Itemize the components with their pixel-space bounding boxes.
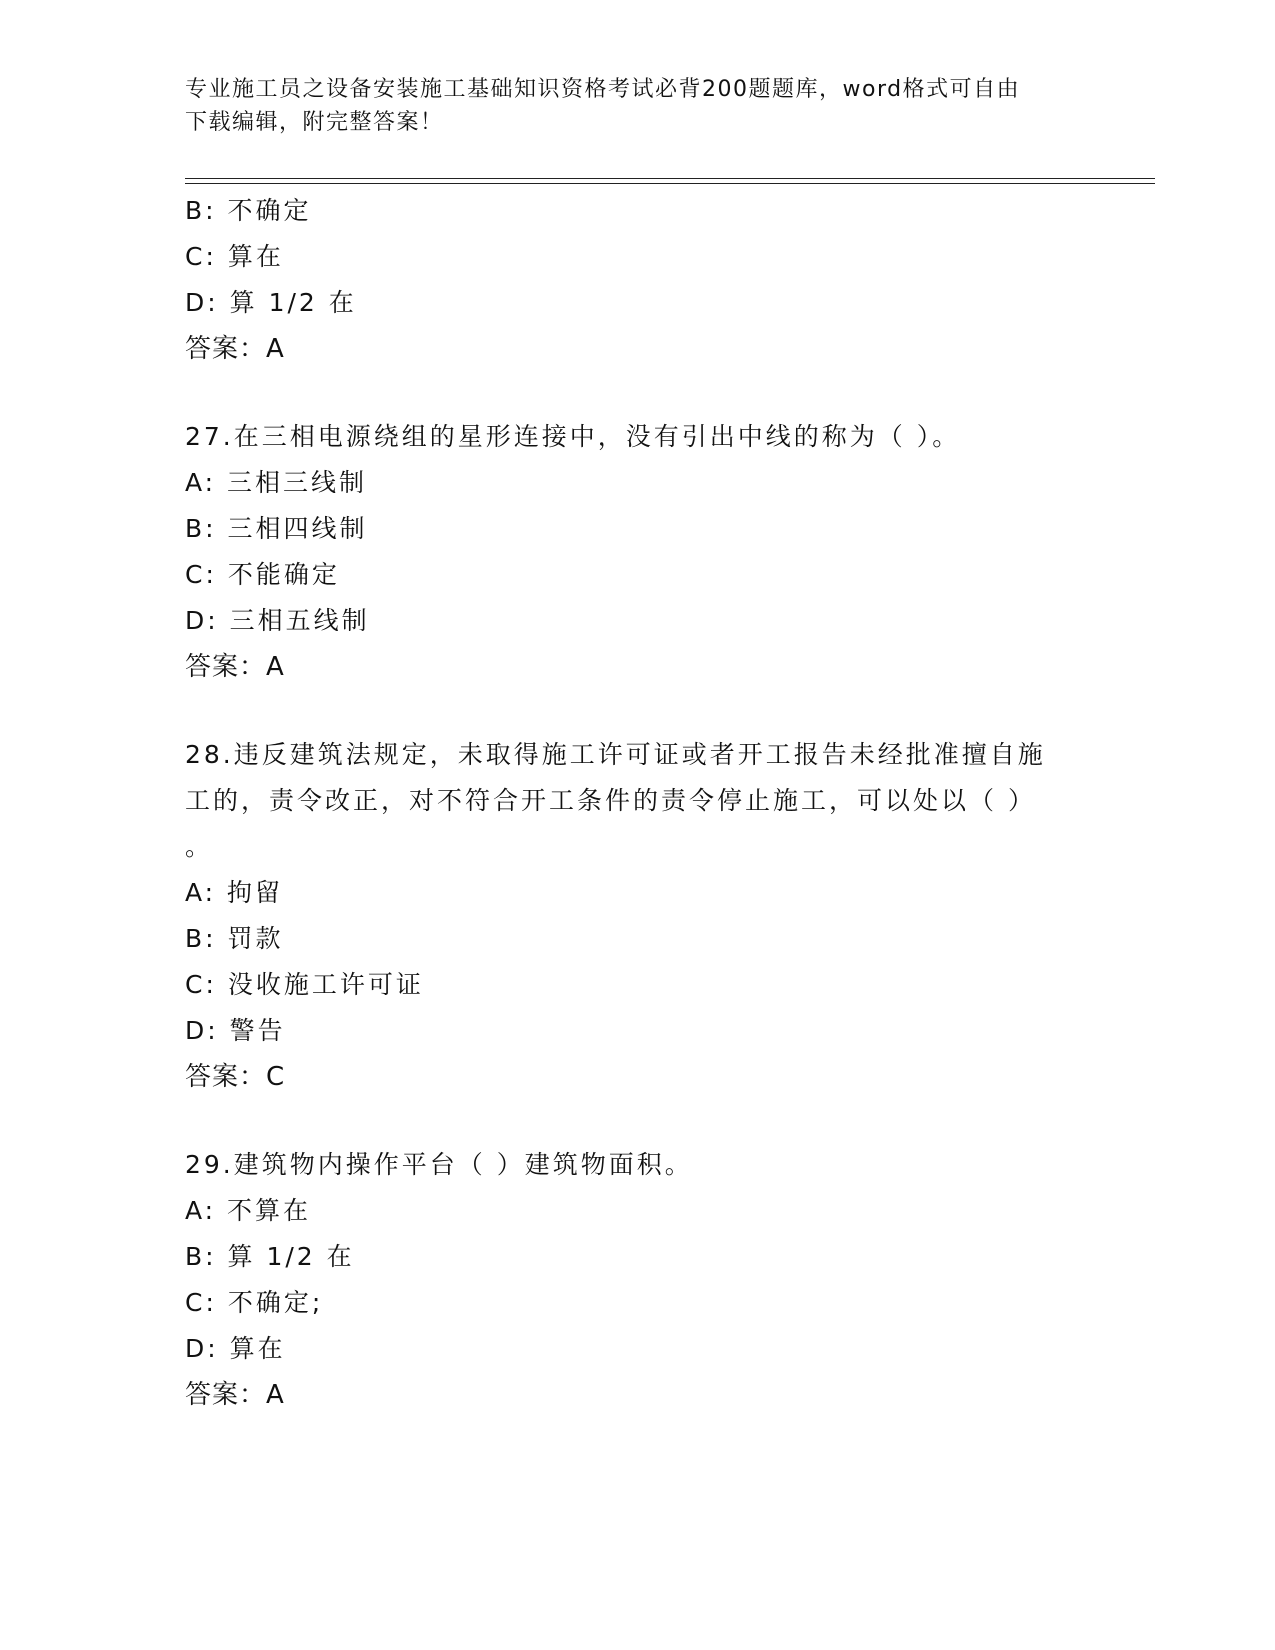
header-divider-top (185, 178, 1155, 179)
option-a: A: 拘留 (185, 878, 284, 907)
question-text-line-2: 工的，责令改正，对不符合开工条件的责令停止施工，可以处以（ ） (185, 786, 1036, 815)
option-b: B: 算 1/2 在 (185, 1242, 355, 1271)
option-c: C: 没收施工许可证 (185, 970, 424, 999)
header-line-1: 专业施工员之设备安装施工基础知识资格考试必背200题题库，word格式可自由 (185, 77, 1021, 102)
option-b: B: 不确定 (185, 196, 312, 225)
answer-line: 答案：A (185, 652, 285, 682)
answer-line: 答案：A (185, 1380, 285, 1410)
question-text-line-1: 28.违反建筑法规定，未取得施工许可证或者开工报告未经批准擅自施 (185, 740, 1046, 769)
option-c: C: 不能确定 (185, 560, 340, 589)
question-26-block (185, 188, 1085, 372)
question-text-line-3: 。 (185, 832, 214, 861)
option-d: D: 三相五线制 (185, 606, 370, 635)
header-line-2: 下载编辑，附完整答案！ (185, 110, 444, 135)
answer-line: 答案：C (185, 1062, 286, 1092)
option-d: D: 警告 (185, 1016, 286, 1045)
option-d: D: 算 1/2 在 (185, 288, 357, 317)
option-b: B: 罚款 (185, 924, 284, 953)
question-list (185, 188, 1085, 1418)
question-27-block (185, 414, 1085, 690)
question-29-block (185, 1142, 1085, 1418)
header-divider-bottom (185, 183, 1155, 184)
option-c: C: 算在 (185, 242, 284, 271)
option-a: A: 不算在 (185, 1196, 312, 1225)
document-header (185, 73, 1065, 139)
option-a: A: 三相三线制 (185, 468, 368, 497)
question-text: 27.在三相电源绕组的星形连接中，没有引出中线的称为（ ）。 (185, 422, 961, 451)
option-b: B: 三相四线制 (185, 514, 368, 543)
option-c: C: 不确定; (185, 1288, 324, 1317)
question-text: 29.建筑物内操作平台（ ）建筑物面积。 (185, 1150, 693, 1179)
question-28-block (185, 732, 1085, 1100)
option-d: D: 算在 (185, 1334, 286, 1363)
answer-line: 答案：A (185, 334, 285, 364)
